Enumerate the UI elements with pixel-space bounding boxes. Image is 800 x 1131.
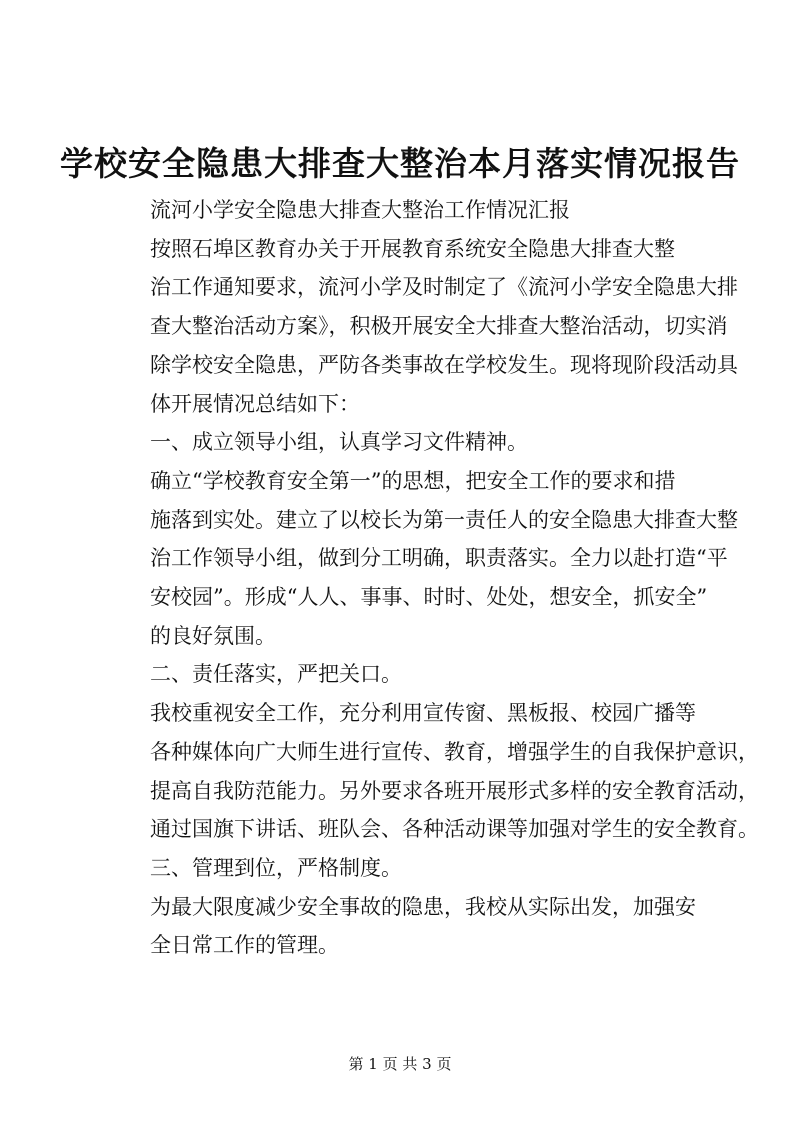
paragraph-line: 提高自我防范能力。另外要求各班开展形式多样的安全教育活动， — [150, 778, 759, 803]
paragraph-line: 体开展情况总结如下： — [150, 391, 360, 416]
paragraph-section-2 — [108, 694, 759, 849]
subtitle-paragraph — [108, 191, 704, 230]
paragraph-line: 我校重视安全工作，充分利用宣传窗、黑板报、校园广播等 — [150, 701, 696, 726]
paragraph-line: 施落到实处。建立了以校长为第一责任人的安全隐患大排查大整 — [150, 507, 738, 532]
paragraph-line: 的良好氛围。 — [150, 623, 276, 648]
paragraph-line: 为最大限度减少安全事故的隐患，我校从实际出发，加强安 — [150, 894, 696, 919]
document-title: 学校安全隐患大排查大整治本月落实情况报告 — [60, 144, 740, 183]
section-heading-3 — [108, 849, 704, 888]
paragraph-line: 除学校安全隐患，严防各类事故在学校发生。现将现阶段活动具 — [150, 352, 738, 377]
page-footer: 第 1 页 共 3 页 — [348, 1055, 452, 1073]
subtitle-line: 流河小学安全隐患大排查大整治工作情况汇报 — [150, 198, 570, 222]
heading-line: 三、管理到位，严格制度。 — [150, 855, 402, 880]
heading-line: 二、责任落实，严把关口。 — [150, 662, 402, 687]
heading-line: 一、成立领导小组，认真学习文件精神。 — [150, 430, 528, 455]
paragraph-line: 治工作领导小组，做到分工明确，职责落实。全力以赴打造“平 — [150, 546, 728, 571]
paragraph-line: 各种媒体向广大师生进行宣传、教育，增强学生的自我保护意识， — [150, 739, 759, 764]
paragraph-line: 治工作通知要求，流河小学及时制定了《流河小学安全隐患大排 — [150, 275, 738, 300]
paragraph-line: 全日常工作的管理。 — [150, 933, 339, 958]
document-body — [108, 191, 759, 965]
paragraph-section-1 — [108, 462, 738, 656]
paragraph-line: 确立“学校教育安全第一”的思想，把安全工作的要求和措 — [150, 468, 676, 493]
section-heading-2 — [108, 655, 704, 694]
paragraph-intro — [108, 230, 738, 424]
paragraph-line: 安校园”。形成“人人、事事、时时、处处，想安全，抓安全” — [150, 585, 708, 610]
paragraph-line: 通过国旗下讲话、班队会、各种活动课等加强对学生的安全教育。 — [150, 817, 759, 842]
paragraph-section-3 — [108, 888, 704, 965]
paragraph-line: 查大整治活动方案》，积极开展安全大排查大整治活动，切实消 — [150, 314, 728, 339]
paragraph-line: 按照石埠区教育办关于开展教育系统安全隐患大排查大整 — [150, 236, 675, 261]
section-heading-1 — [108, 423, 704, 462]
